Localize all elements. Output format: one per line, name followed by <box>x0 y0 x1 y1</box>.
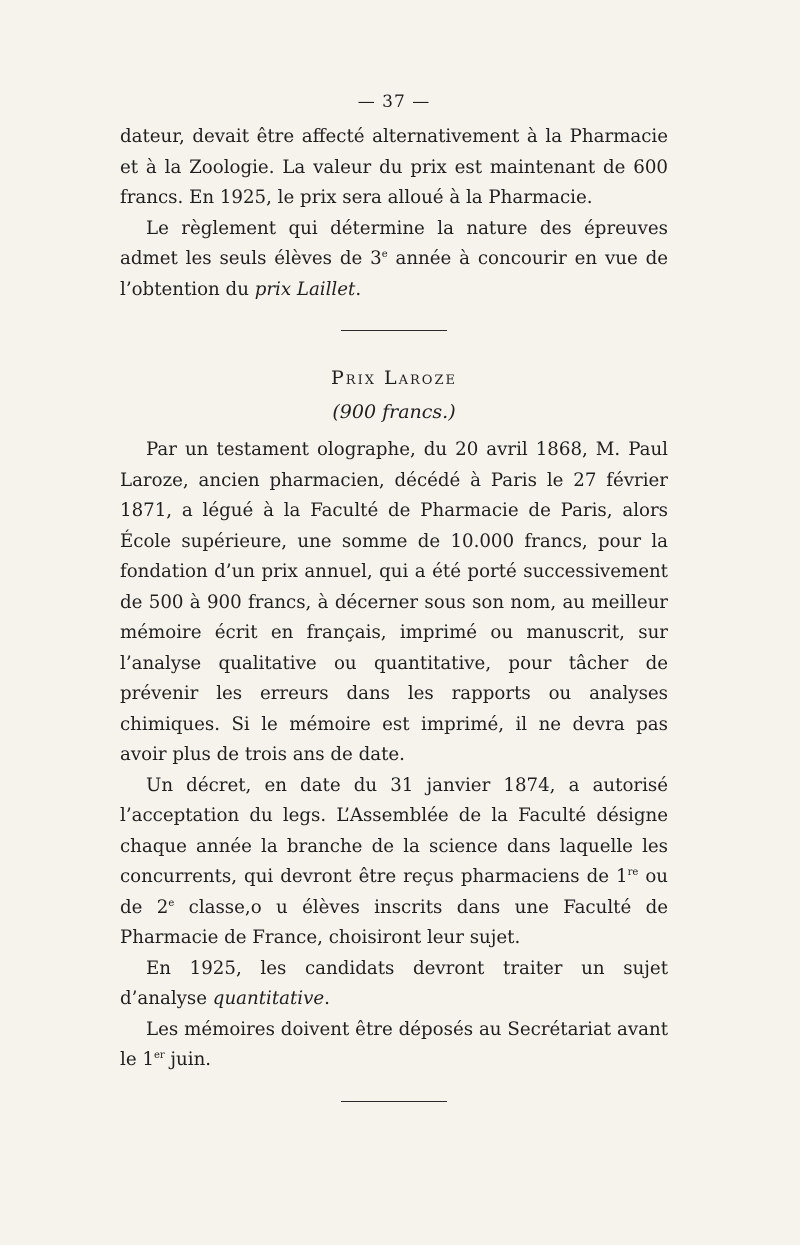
text-span: Un décret, en date du 31 janvier 1874, a autorisé l’acceptation du legs. L’Assemblée de la Faculté désigne chaque année la branche de la science dans laquelle les concurrents, qui devront être reçus pharmaciens de 1 <box>120 774 668 887</box>
section-divider <box>341 330 447 331</box>
italic-text: quantitative <box>212 988 325 1009</box>
text-span: Les mémoires doivent être déposés au Secrétariat avant le 1 <box>120 1018 668 1070</box>
paragraph-prix-laillet-continuation: dateur, devait être affecté alternativement à la Pharmacie et à la Zoologie. La valeur du prix est maintenant de 600 francs. En 1925, le prix sera alloué à la Pharmacie. <box>120 126 668 208</box>
end-divider <box>341 1101 447 1102</box>
paragraph-testament: Par un testament olographe, du 20 avril 1868, M. Paul Laroze, ancien pharmacien, décédé à Paris le 27 février 1871, a légué à la Faculté de Pharmacie de Paris, alors École supérieure, une somme de 10.000 francs, pour la fondation d’un prix annuel, qui a été porté successivement de 500 à 900 francs, à décerner sous son nom, au meilleur mémoire écrit en français, imprimé ou manuscrit, sur l’analyse qualitative ou quantitative, pour tâcher de prévenir les erreurs dans les rapports ou analyses chimiques. Si le mémoire est imprimé, il ne devra pas avoir plus de trois ans de date. <box>120 439 668 765</box>
paragraph-reglement <box>120 214 668 306</box>
paragraph-memoires <box>120 1015 668 1076</box>
text-span: . <box>324 988 330 1009</box>
superscript: e <box>168 897 175 909</box>
section-title: Prix Laroze <box>331 367 457 389</box>
text-span: En 1925, les candidats devront traiter un sujet d’analyse <box>120 957 668 1009</box>
superscript: er <box>153 1049 165 1061</box>
text-span: ou de 2 <box>120 866 668 918</box>
text-span: Le règlement qui détermine la nature des épreuves admet les seuls élèves de 3 <box>120 217 668 269</box>
paragraph-decret <box>120 771 668 954</box>
text-span: . <box>355 278 362 300</box>
italic-text: prix Laillet <box>254 278 356 300</box>
page-number: — 37 — <box>357 92 431 112</box>
document-page <box>120 92 668 1102</box>
superscript: e <box>381 248 388 260</box>
text-span: classe,o u élèves inscrits dans une Faculté de Pharmacie de France, choisiront leur sujet. <box>120 896 668 948</box>
superscript: re <box>627 866 639 878</box>
text-span: juin. <box>164 1049 212 1070</box>
section-subtitle: (900 francs.) <box>332 401 456 423</box>
paragraph-candidats <box>120 954 668 1015</box>
text-span: année à concourir en vue de l’obtention du <box>120 248 668 300</box>
